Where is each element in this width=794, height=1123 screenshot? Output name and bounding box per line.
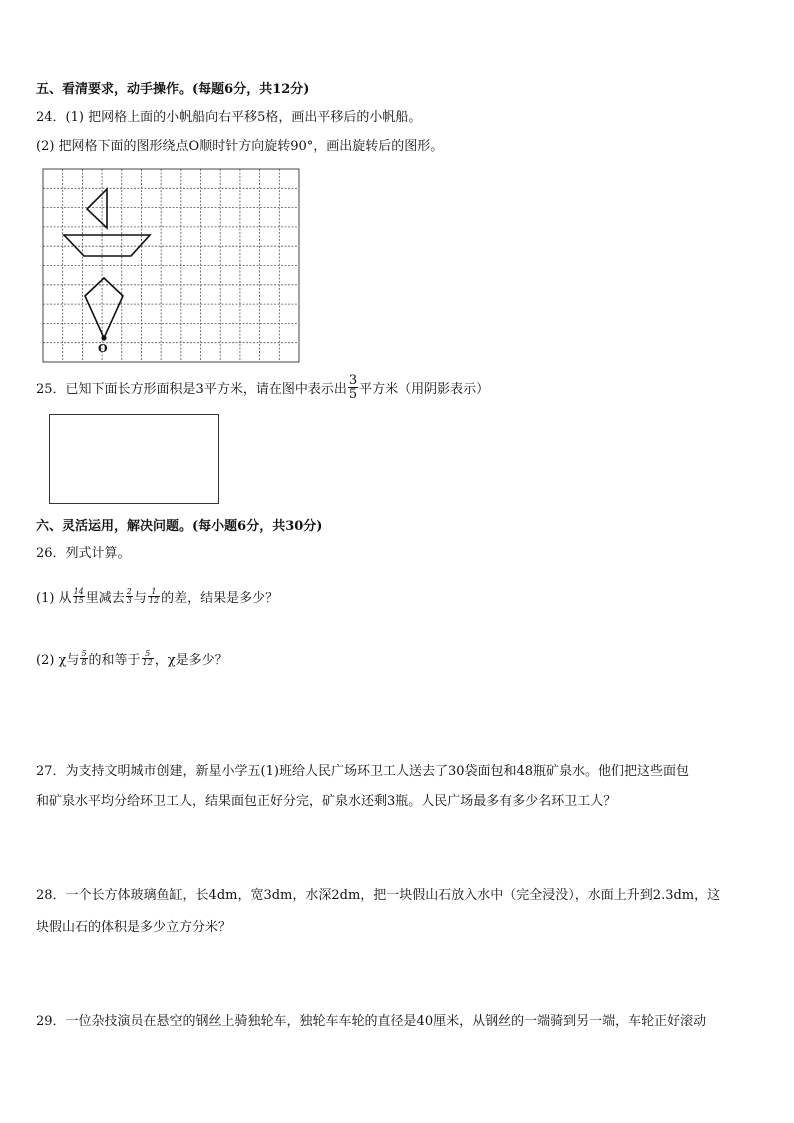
- q26-2-mid: 的和等于: [88, 652, 141, 668]
- fraction-numerator: 5: [142, 650, 154, 659]
- q26-1-mid-1: 里减去: [85, 590, 125, 606]
- question-24-part-1: 24．(1) 把网格上面的小帆船向右平移5格，画出平移后的小帆船。: [36, 110, 422, 125]
- fraction-denominator: 12: [142, 657, 153, 667]
- kite-outline: [85, 278, 123, 338]
- question-25: [36, 370, 489, 404]
- fraction-5-8: [80, 650, 87, 667]
- fraction-denominator: 12: [148, 595, 160, 605]
- sailboat-sail: [87, 189, 107, 228]
- question-29-line-1: 29．一位杂技演员在悬空的钢丝上骑独轮车，独轮车车轮的直径是40厘米，从钢丝的一端骑到另一端，车轮正好滚动: [36, 1014, 707, 1029]
- q26-1-prefix: (1) 从: [36, 590, 72, 606]
- fraction-numerator: 5: [81, 648, 87, 658]
- point-o-label: O: [98, 342, 108, 355]
- fraction-numerator: 1: [148, 588, 160, 597]
- question-26-part-2: [36, 645, 228, 671]
- question-28-line-1: 28．一个长方体玻璃鱼缸，长4dm，宽3dm，水深2dm，把一块假山石放入水中（完全浸没），水面上升到2.3dm，这: [36, 888, 721, 903]
- fraction-denominator: 3: [126, 595, 132, 605]
- grid-lines: [43, 169, 299, 362]
- fraction-numerator: 3: [348, 372, 358, 388]
- fraction-numerator: 2: [126, 586, 132, 596]
- fraction-three-fifths: [348, 374, 358, 401]
- question-27-line-2: 和矿泉水平均分给环卫工人，结果面包正好分完，矿泉水还剩3瓶。人民广场最多有多少名环卫工人？: [36, 794, 617, 809]
- fraction-denominator: 5: [348, 386, 358, 402]
- shading-rectangle[interactable]: [49, 414, 219, 504]
- question-25-text-before: 25．已知下面长方形面积是3平方米，请在图中表示出: [36, 381, 347, 397]
- question-26-part-1: [36, 583, 278, 609]
- fraction-numerator: 14: [73, 586, 84, 596]
- question-28-line-2: 块假山石的体积是多少立方分米？: [36, 920, 232, 935]
- q26-2-suffix: ，χ是多少？: [154, 652, 228, 668]
- q26-1-suffix: 的差，结果是多少？: [161, 590, 279, 606]
- fraction-2-3: [126, 588, 133, 605]
- q26-2-prefix: (2) χ与: [36, 652, 80, 668]
- fraction-14-15: [73, 588, 85, 605]
- point-o: [102, 336, 106, 340]
- question-25-text-after: 平方米（用阴影表示）: [359, 381, 490, 397]
- fraction-denominator: 15: [73, 595, 84, 605]
- question-26: 26．列式计算。: [36, 546, 131, 561]
- q26-1-mid-2: 与: [133, 590, 147, 606]
- question-27-line-1: 27．为支持文明城市创建，新星小学五(1)班给人民广场环卫工人送去了30袋面包和48瓶矿泉水。他们把这些面包: [36, 764, 690, 779]
- kite-shape: [85, 278, 123, 340]
- section-5-heading: 五、看清要求，动手操作。(每题6分，共12分): [36, 82, 310, 97]
- drawing-grid[interactable]: [42, 168, 304, 364]
- section-6-heading: 六、灵活运用，解决问题。(每小题6分，共30分): [36, 519, 323, 534]
- fraction-denominator: 8: [81, 657, 87, 667]
- fraction-1-12: [148, 588, 160, 605]
- question-24-part-2: (2) 把网格下面的图形绕点O顺时针方向旋转90°，画出旋转后的图形。: [36, 139, 444, 154]
- fraction-5-12: [142, 650, 154, 667]
- sailboat-hull: [64, 235, 150, 256]
